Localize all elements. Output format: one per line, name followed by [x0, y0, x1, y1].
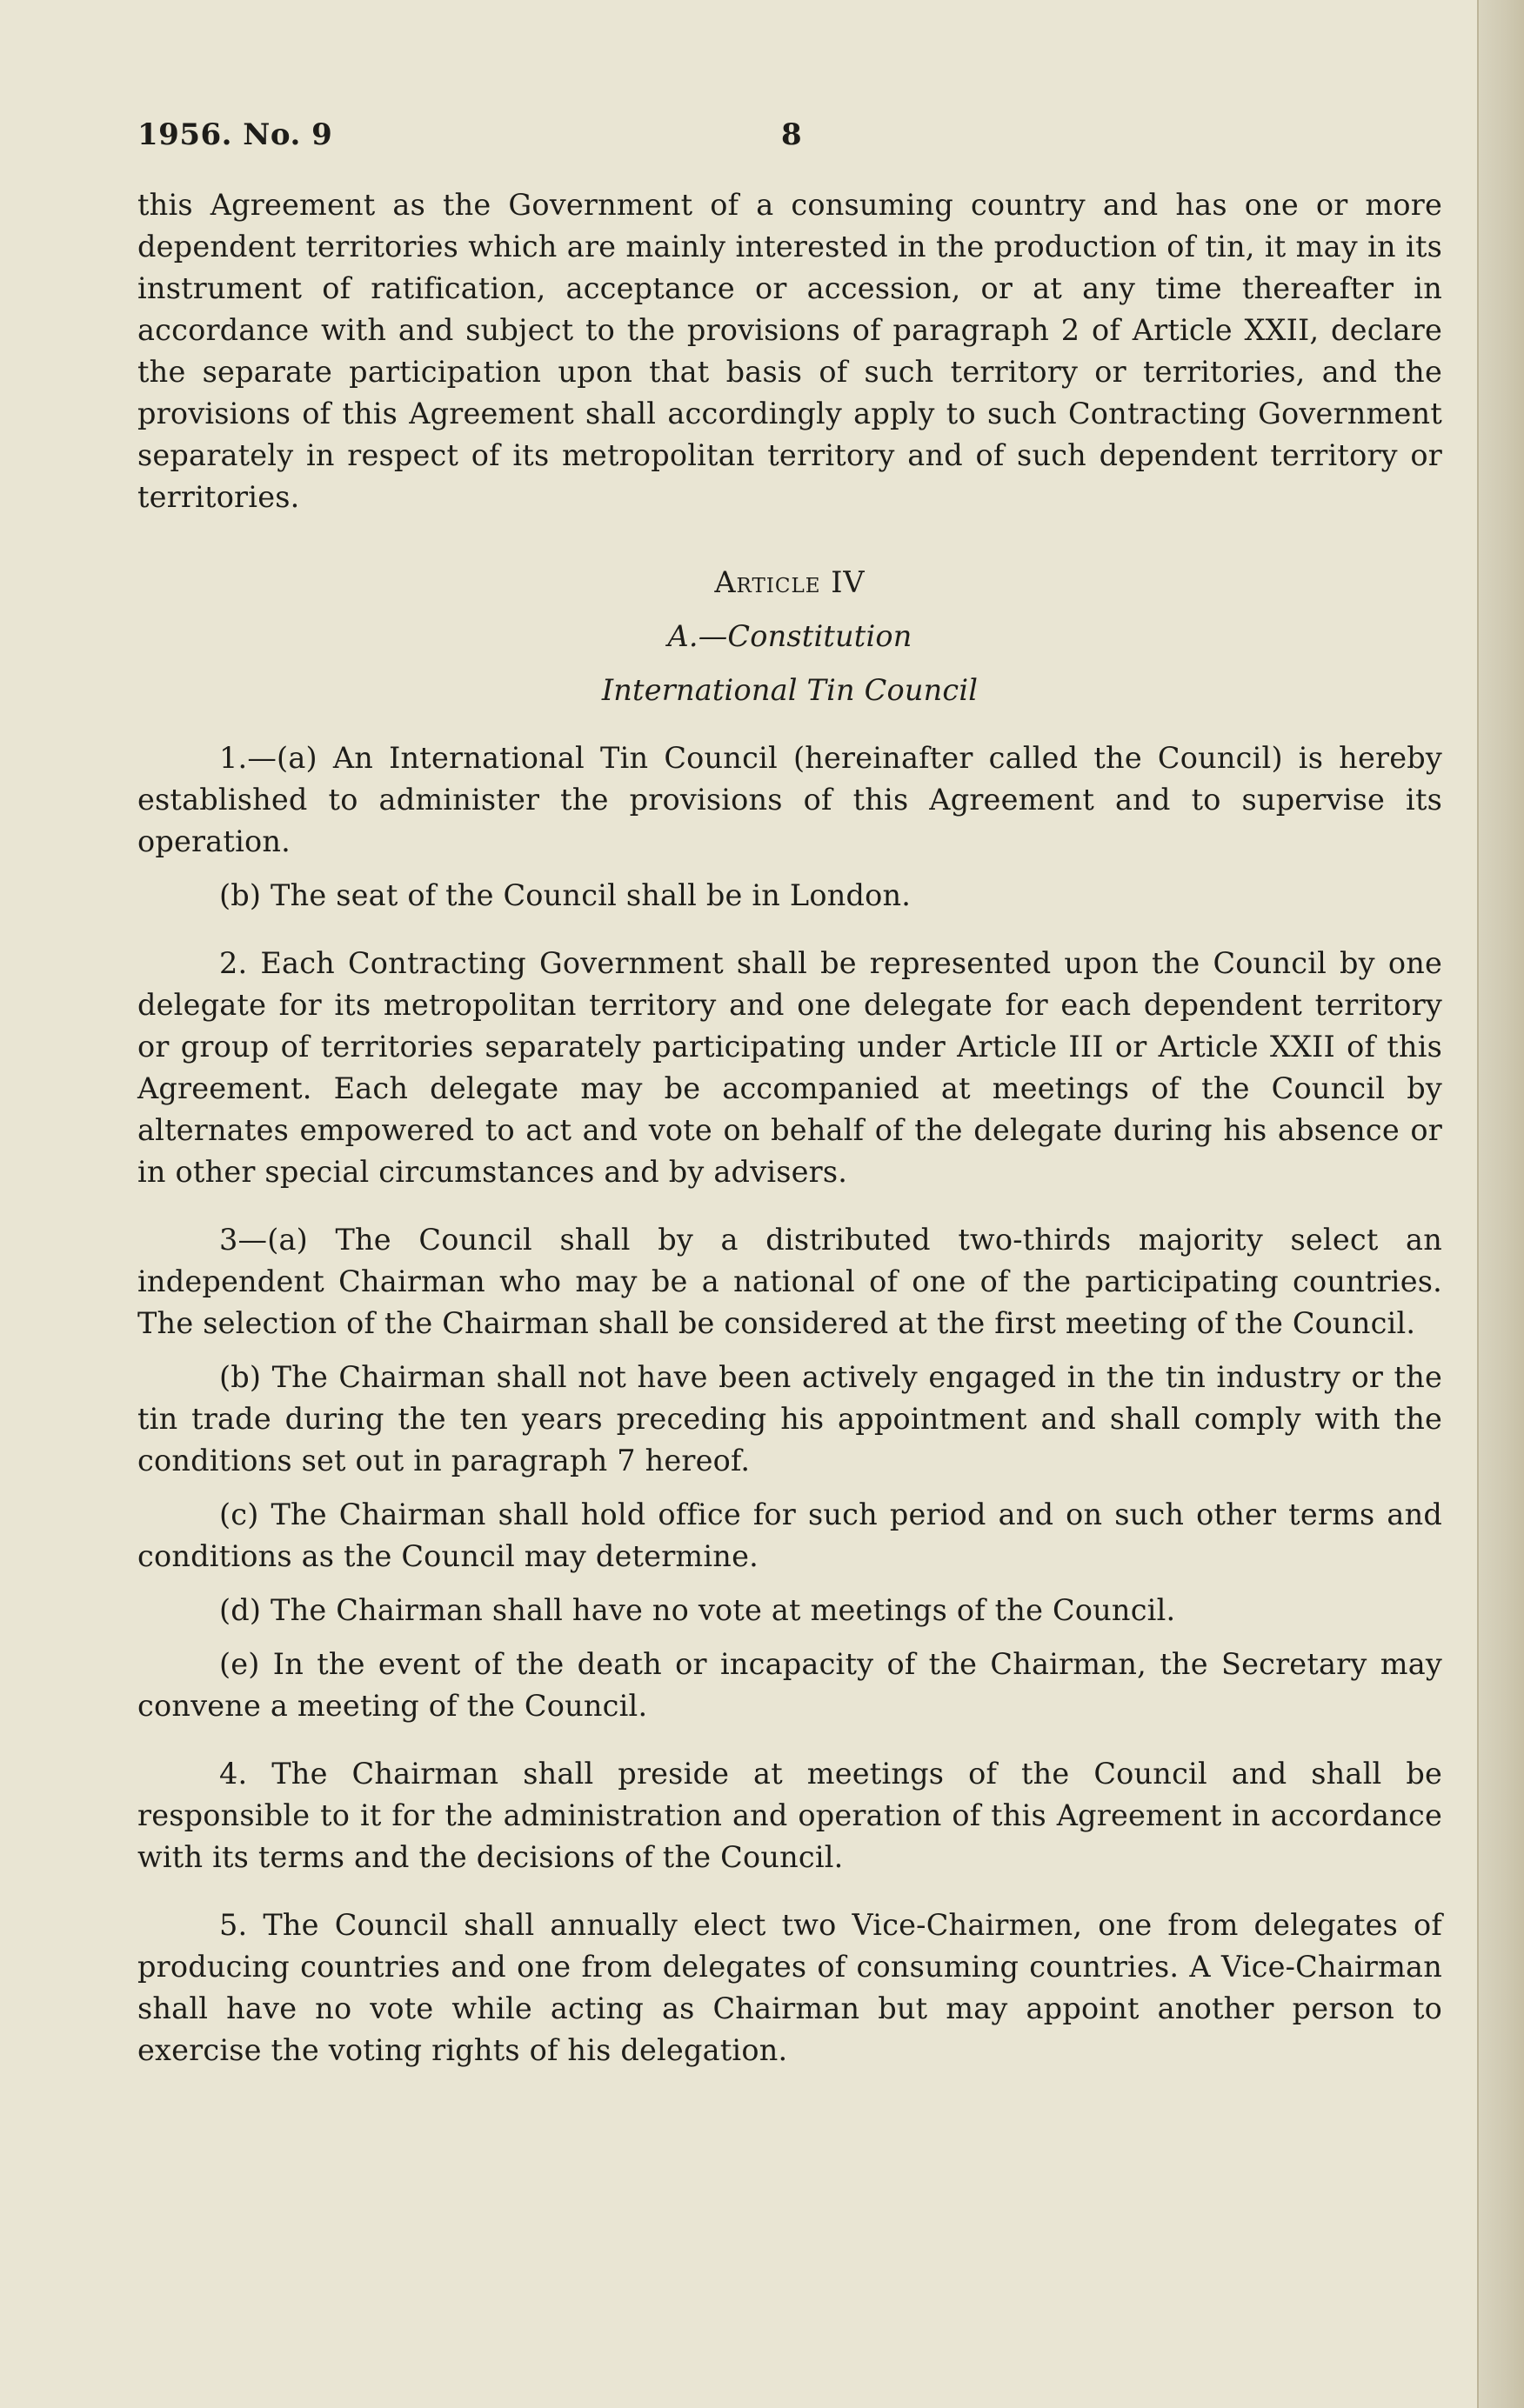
paragraph-1b: (b) The seat of the Council shall be in London.: [219, 878, 912, 912]
paragraph-4: 4. The Chairman shall preside at meetings of the Council and shall be responsible to it for the administration and operation of this Agreement in accordance with its terms and the decisions of the Council.: [137, 1757, 1442, 1874]
paragraph-2: 2. Each Contracting Government shall be represented upon the Council by one delegate for its metropolitan territory and one delegate for each dependent territory or group of territories separately participating under Article III or Article XXII of this Agreement. Each delegate may be accompanied at meetings of the Council by alternates empowered to act and vote on behalf of the delegate during his absence or in other special circumstances and by advisers.: [137, 946, 1442, 1189]
statute-reference: 1956. No. 9: [137, 117, 333, 152]
article-heading: Article IV: [714, 565, 866, 599]
section-heading: A.—Constitution: [667, 619, 912, 653]
page-number: 8: [781, 117, 803, 152]
paragraph-3c: (c) The Chairman shall hold office for such period and on such other terms and conditions as the Council may determine.: [137, 1497, 1442, 1573]
intro-paragraph: this Agreement as the Government of a consuming country and has one or more dependent territories which are mainly interested in the production of tin, it may in its instrument of ratification, acceptance or accession, or at any time thereafter in accordance with and subject to the provisions of paragraph 2 of Article XXII, declare the separate participation upon that basis of such territory or territories, and the provisions of this Agreement shall accordingly apply to such Contracting Government separately in respect of its metropolitan territory and of such dependent territory or territories.: [137, 188, 1442, 514]
page-header: [137, 117, 1442, 161]
paragraph-3a: 3—(a) The Council shall by a distributed two-thirds majority select an independent Chairman who may be a national of one of the participating countries. The selection of the Chairman shall be considered at the first meeting of the Council.: [137, 1223, 1442, 1340]
paragraph-1a: 1.—(a) An International Tin Council (hereinafter called the Council) is hereby established to administer the provisions of this Agreement and to supervise its operation.: [137, 741, 1442, 858]
subsection-heading: International Tin Council: [601, 673, 979, 707]
paragraph-3d: (d) The Chairman shall have no vote at meetings of the Council.: [219, 1593, 1176, 1627]
paragraph-3b: (b) The Chairman shall not have been actively engaged in the tin industry or the tin trade during the ten years preceding his appointment and shall comply with the conditions set out in paragraph 7 hereof.: [137, 1360, 1442, 1477]
paragraph-5: 5. The Council shall annually elect two Vice-Chairmen, one from delegates of producing countries and one from delegates of consuming countries. A Vice-Chairman shall have no vote while acting as Chairman but may appoint another person to exercise the voting rights of his delegation.: [137, 1908, 1442, 2067]
paragraph-3e: (e) In the event of the death or incapacity of the Chairman, the Secretary may convene a meeting of the Council.: [137, 1647, 1442, 1723]
document-body: [137, 184, 1442, 2071]
page-edge: [1477, 0, 1524, 2408]
